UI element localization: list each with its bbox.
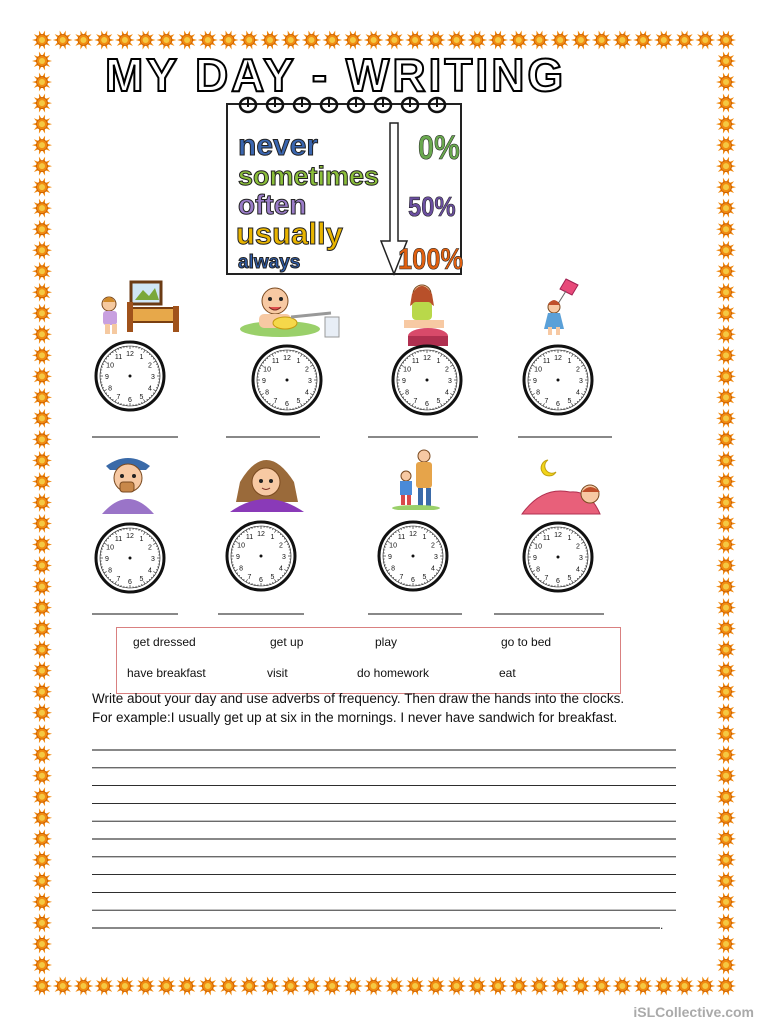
clock-numeral: 6 [556,578,560,585]
instruction-line-2: For example:I usually get up at six in the mornings. I never have sandwich for breakfast. [92,710,618,725]
clock-numeral: 2 [575,543,580,551]
clock-numeral: 3 [151,374,155,381]
clock-numeral: 11 [542,358,551,366]
clock-numeral: 11 [245,534,254,542]
clock-numeral: 4 [304,389,309,397]
clock-numeral: 10 [534,366,542,374]
clock-numeral: 6 [128,397,132,404]
clock-numeral: 3 [282,554,286,561]
clock-numeral: 1 [296,358,301,366]
word-play: play [375,635,398,649]
clock-numeral: 4 [430,565,435,573]
clock-numeral: 7 [247,573,252,581]
clock-numeral: 1 [139,354,144,362]
clock-numeral: 9 [402,378,406,385]
clock-numeral: 10 [106,362,114,370]
clock-numeral: 2 [304,366,309,374]
clock-numeral: 1 [436,358,441,366]
clock-numeral: 5 [296,397,301,405]
clock-numeral: 3 [434,554,438,561]
clock-numeral: 8 [391,565,396,573]
clock-numeral: 2 [430,542,435,550]
clock-numeral: 8 [405,389,410,397]
clock-numeral: 12 [554,355,562,362]
clock-numeral: 12 [126,351,134,358]
clock-numeral: 6 [556,401,560,408]
clock-numeral: 9 [105,556,109,563]
clock-numeral: 12 [554,532,562,539]
clock-numeral: 1 [567,358,572,366]
clock-numeral: 11 [397,534,406,542]
clock-numeral: 12 [257,531,265,538]
clock-numeral: 3 [579,555,583,562]
clock-numeral: 1 [567,535,572,543]
percent-0: 0% [418,129,460,167]
clock-numeral: 3 [579,378,583,385]
clock-numeral: 2 [444,366,449,374]
clock-numeral: 12 [423,355,431,362]
clock-numeral: 3 [448,378,452,385]
clock-numeral: 7 [544,574,549,582]
word-get-dressed: get dressed [133,635,196,649]
clock-numeral: 12 [126,533,134,540]
clock-numeral: 8 [108,567,113,575]
clock-numeral: 12 [409,531,417,538]
clock-numeral: 7 [544,397,549,405]
clock-numeral: 4 [575,389,580,397]
clock-numeral: 11 [114,536,123,544]
clock-numeral: 6 [128,579,132,586]
clock-numeral: 9 [262,378,266,385]
clock-numeral: 5 [567,574,572,582]
clock-numeral: 2 [147,544,152,552]
word-do-homework: do homework [357,666,430,680]
clock-numeral: 10 [403,366,411,374]
clock-numeral: 7 [413,397,418,405]
clock-numeral: 6 [425,401,429,408]
clock-numeral: 11 [542,535,551,543]
clock-numeral: 1 [422,534,427,542]
word-usually: usually [236,216,343,251]
clock-numeral: 2 [575,366,580,374]
clock-numeral: 4 [278,565,283,573]
clock-numeral: 8 [536,389,541,397]
word-eat: eat [499,666,516,680]
word-sometimes: sometimes [238,161,380,191]
word-always: always [238,252,301,273]
clock-numeral: 4 [147,567,152,575]
word-never: never [238,129,319,162]
clock-numeral: 9 [236,554,240,561]
clock-numeral: 7 [273,397,278,405]
clock-numeral: 9 [388,554,392,561]
clock-numeral: 4 [147,385,152,393]
word-get-up: get up [270,635,304,649]
clock-numeral: 10 [237,542,245,550]
clock-numeral: 7 [116,393,121,401]
clock-numeral: 10 [389,542,397,550]
clock-numeral: 5 [422,573,427,581]
clock-numeral: 9 [533,378,537,385]
instruction-line-1: Write about your day and use adverbs of frequency. Then draw the hands into the clocks. [92,691,625,706]
clock-numeral: 5 [139,575,144,583]
end-dot: . [660,918,664,932]
word-have-breakfast: have breakfast [127,666,206,680]
word-often: often [238,189,307,220]
clock-numeral: 5 [567,397,572,405]
clock-numeral: 9 [105,374,109,381]
word-go-to-bed: go to bed [501,635,552,649]
clock-numeral: 4 [575,566,580,574]
clock-numeral: 9 [533,555,537,562]
clock-numeral: 1 [270,534,275,542]
clock-numeral: 8 [536,566,541,574]
clock-numeral: 5 [270,573,275,581]
clock-numeral: 11 [411,358,420,366]
clock-numeral: 10 [534,543,542,551]
clock-numeral: 3 [308,378,312,385]
clock-numeral: 1 [139,536,144,544]
clock-numeral: 11 [271,358,280,366]
clock-numeral: 6 [411,577,415,584]
clock-numeral: 7 [399,573,404,581]
clock-numeral: 10 [106,544,114,552]
clock-numeral: 3 [151,556,155,563]
clock-numeral: 10 [263,366,271,374]
clock-numeral: 6 [285,401,289,408]
percent-100: 100% [398,243,464,276]
clock-numeral: 5 [139,393,144,401]
clock-numeral: 12 [283,355,291,362]
page-title: MY DAY - WRITING [105,49,567,101]
clock-numeral: 2 [147,362,152,370]
clock-numeral: 11 [114,354,123,362]
clock-numeral: 8 [108,385,113,393]
word-visit: visit [267,666,288,680]
clock-numeral: 5 [436,397,441,405]
clock-numeral: 2 [278,542,283,550]
clock-numeral: 4 [444,389,449,397]
percent-50: 50% [408,191,456,222]
watermark: iSLCollective.com [633,1004,754,1020]
clock-numeral: 6 [259,577,263,584]
clock-numeral: 7 [116,575,121,583]
clock-numeral: 8 [239,565,244,573]
clock-numeral: 8 [265,389,270,397]
